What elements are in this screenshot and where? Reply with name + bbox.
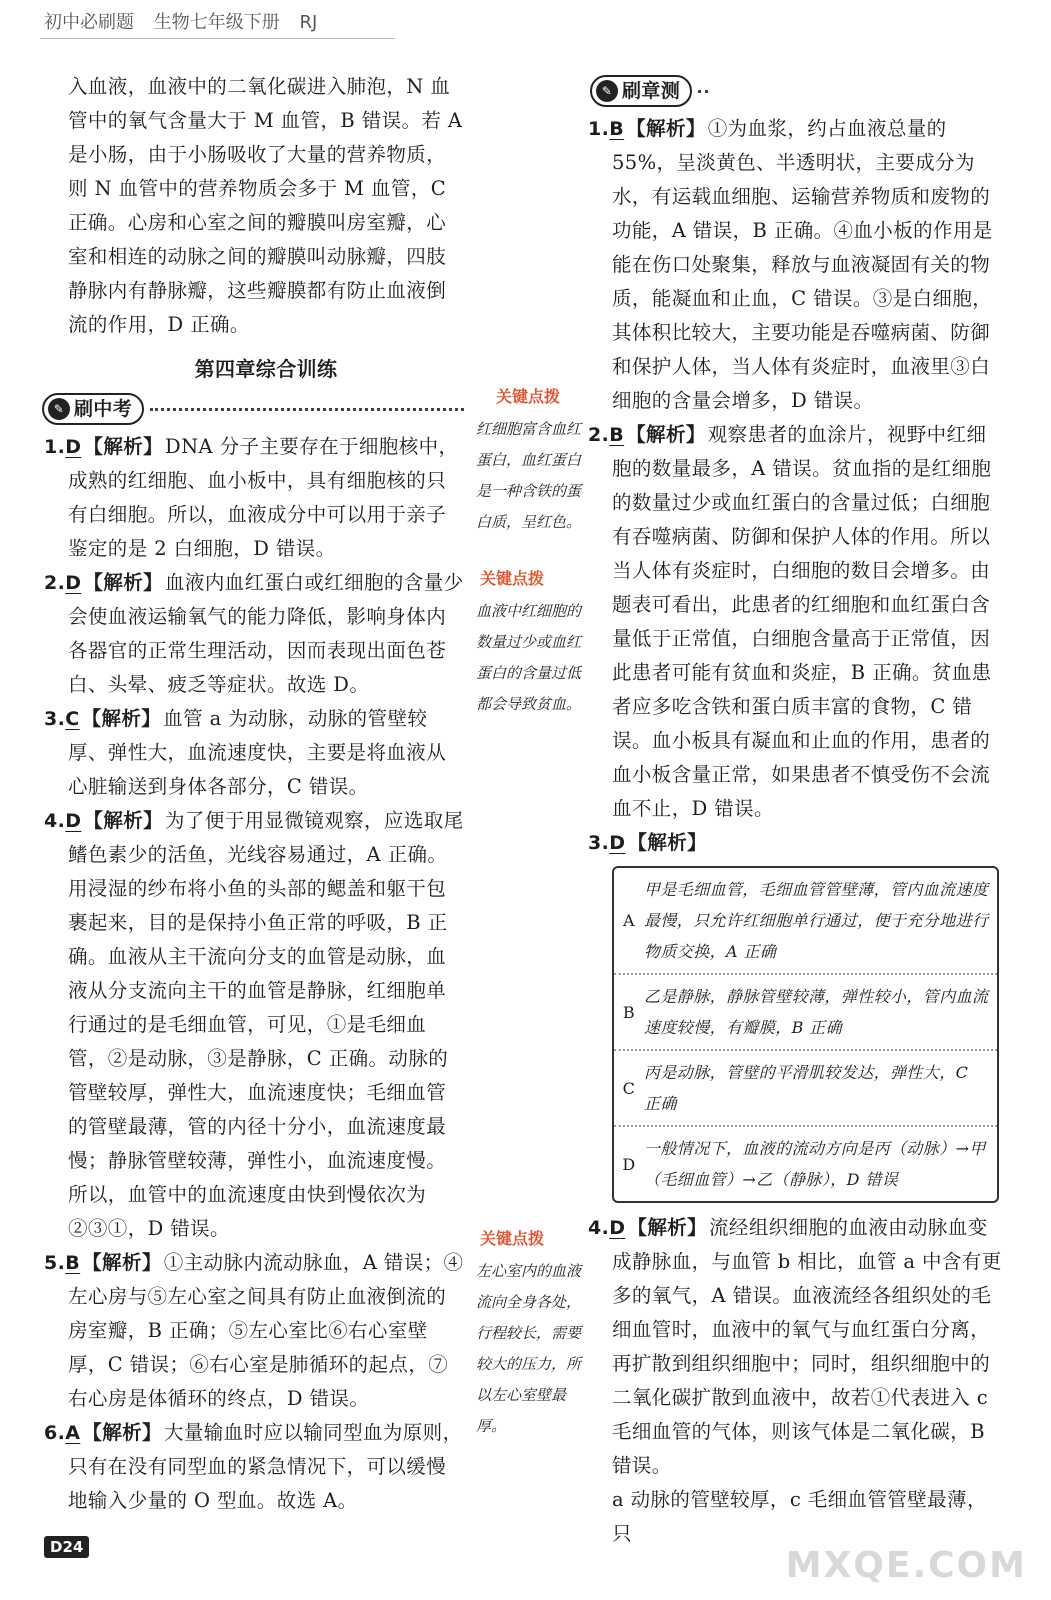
edition: RJ <box>299 12 318 33</box>
answer-letter: D <box>609 832 626 854</box>
analysis-tag: 【解析】 <box>83 571 164 594</box>
book-title: 初中必刷题 <box>44 12 134 33</box>
subject-title: 生物七年级下册 <box>153 12 280 33</box>
option-key: D <box>622 1154 636 1174</box>
table-row <box>614 1051 997 1127</box>
question-number: 3. <box>588 832 610 854</box>
answer-letter: C <box>65 708 80 730</box>
analysis-tag: 【解析】 <box>626 423 706 446</box>
sidenote-title-3: 关键点拨 <box>480 1229 545 1248</box>
option-key: C <box>622 1078 636 1098</box>
page-number: D24 <box>44 1536 89 1558</box>
analysis-text: ①主动脉内流动脉血，A 错误；④左心房与⑤左心室之间具有防止血液倒流的房室瓣，B 正确；⑤左心室比⑥右心室壁厚，C 错误；⑥右心室是肺循环的起点，⑦右心房是体循环的终点，D 错误。 <box>68 1251 464 1410</box>
sidenote-title-1: 关键点拨 <box>496 387 561 406</box>
badge-pill <box>42 393 144 425</box>
right-column <box>588 74 1004 1551</box>
sidenote-title-2: 关键点拨 <box>480 569 545 588</box>
analysis-tag: 【解析】 <box>627 1216 708 1239</box>
analysis-tag: 【解析】 <box>83 809 164 832</box>
option-text: 丙是动脉，管壁的平滑肌较发达，弹性大，C 正确 <box>644 1063 969 1113</box>
question-item <box>588 1211 1004 1483</box>
chapter-title: 第四章综合训练 <box>194 357 338 381</box>
question-item <box>588 112 1004 418</box>
header-rule <box>40 38 395 39</box>
brush-icon: ✎ <box>596 80 618 102</box>
option-analysis-table <box>612 866 999 1203</box>
question-item <box>588 418 1004 826</box>
left-items <box>44 430 464 1518</box>
answer-letter: B <box>609 118 625 140</box>
answer-letter: D <box>65 572 82 594</box>
table-row <box>614 1127 997 1201</box>
badge-zhongkao <box>42 392 464 426</box>
question-number: 2. <box>588 424 610 446</box>
analysis-tag: 【解析】 <box>82 1421 162 1444</box>
analysis-text: DNA 分子主要存在于细胞核中，成熟的红细胞、血小板中，具有细胞核的只有白细胞。所以，血液成分中可以用于亲子鉴定的是 2 白细胞，D 错误。 <box>68 435 459 560</box>
brush-icon: ✎ <box>48 398 70 420</box>
question-item <box>44 430 464 566</box>
question-number: 2. <box>44 572 66 594</box>
continued-text: a 动脉的管壁较厚，c 毛细血管管壁最薄，只 <box>612 1488 987 1545</box>
question-number: 4. <box>588 1217 610 1239</box>
question-number: 5. <box>44 1252 66 1274</box>
intro-paragraph: 入血液，血液中的二氧化碳进入肺泡，N 血管中的氧气含量大于 M 血管，B 错误。若 A 是小肠，由于小肠吸收了大量的营养物质，则 N 血管中的营养物质会多于 M 血管，C 正确。心房和心室之间的瓣膜叫房室瓣，心室和相连的动脉之间的瓣膜叫动脉瓣，四肢静脉内有静脉瓣，这些瓣膜都有防止血液倒流的作用，D 正确。 <box>68 75 463 336</box>
running-header <box>44 8 331 34</box>
question-item <box>44 566 464 702</box>
question-item <box>44 1416 464 1518</box>
question-item <box>44 702 464 804</box>
sidenote-1: 红细胞富含血红蛋白，血红蛋白是一种含铁的蛋白质，呈红色。 <box>476 420 582 531</box>
badge-pill <box>590 75 692 107</box>
option-text: 乙是静脉，静脉管壁较薄，弹性较小，管内血流速度较慢，有瓣膜，B 正确 <box>644 987 989 1037</box>
question-number: 1. <box>44 436 66 458</box>
question-item <box>44 1246 464 1416</box>
analysis-tag: 【解析】 <box>627 831 708 854</box>
badge-zhangce <box>590 74 1004 108</box>
answer-letter: D <box>65 810 82 832</box>
answer-letter: B <box>65 1252 81 1274</box>
question-number: 6. <box>44 1422 66 1444</box>
analysis-text: 大量输血时应以输同型血为原则，只有在没有同型血的紧急情况下，可以缓慢地输入少量的 O 型血。故选 A。 <box>68 1421 463 1512</box>
analysis-tag: 【解析】 <box>81 707 162 730</box>
dotted-rule <box>698 90 708 93</box>
answer-letter: D <box>609 1217 626 1239</box>
analysis-text: 流经组织细胞的血液由动脉血变成静脉血，与血管 b 相比，血管 a 中含有更多的氧气，A 错误。血液流经各组织处的毛细血管时，血液中的氧气与血红蛋白分离，再扩散到组织细胞中；同时，组织细胞中的二氧化碳扩散到血液中，故若①代表进入 c 毛细血管的气体，则该气体是二氧化碳，B 错误。 <box>612 1216 1002 1477</box>
dotted-rule <box>150 408 464 411</box>
analysis-tag: 【解析】 <box>82 1251 162 1274</box>
analysis-text: 为了便于用显微镜观察，应选取尾鳍色素少的活鱼，光线容易通过，A 正确。用浸湿的纱布将小鱼的头部的鳃盖和躯干包裹起来，目的是保持小鱼正常的呼吸，B 正确。血液从主干流向分支的血管是动脉，血液从分支流向主干的血管是静脉，红细胞单行通过的是毛细血管，可见，①是毛细血管，②是动脉，③是静脉，C 正确。动脉的管壁较厚，弹性大，血流速度快；毛细血管的管壁最薄，管的内径十分小，血流速度最慢；静脉管壁较薄，弹性小，血流速度慢。所以，血管中的血流速度由快到慢依次为②③①，D 错误。 <box>68 809 464 1240</box>
answer-letter: B <box>609 424 625 446</box>
analysis-text: 血管 a 为动脉，动脉的管壁较厚、弹性大，血流速度快，主要是将血液从心脏输送到身体各部分，C 错误。 <box>68 707 447 798</box>
badge-label: 刷中考 <box>74 398 133 420</box>
option-text: 一般情况下，血液的流动方向是丙（动脉）→甲（毛细血管）→乙（静脉），D 错误 <box>644 1139 986 1189</box>
question-item <box>44 804 464 1246</box>
badge-label: 刷章测 <box>622 80 681 102</box>
analysis-text: ①为血浆，约占血液总量的 55%，呈淡黄色、半透明状，主要成分为水，有运载血细胞、运输营养物质和废物的功能，A 错误，B 正确。④血小板的作用是能在伤口处聚集，释放与血液凝固有关的物质，能凝血和止血，C 错误。③是白细胞，其体积比较大，主要功能是吞噬病菌、防御和保护人体，当人体有炎症时，血液里③白细胞的含量会增多，D 错误。 <box>612 117 993 412</box>
analysis-tag: 【解析】 <box>626 117 706 140</box>
question-number: 4. <box>44 810 66 832</box>
question-number: 1. <box>588 118 610 140</box>
sidenote-3: 左心室内的血液流向全身各处，行程较长，需要较大的压力，所以左心室壁最厚。 <box>476 1262 582 1435</box>
sidenote-2: 血液中红细胞的数量过少或血红蛋白的含量过低都会导致贫血。 <box>476 602 582 713</box>
analysis-text: 观察患者的血涂片，视野中红细胞的数量最多，A 错误。贫血指的是红细胞的数量过少或血红蛋白的含量过低；白细胞有吞噬病菌、防御和保护人体的作用。所以当人体有炎症时，白细胞的数目会增多。由题表可看出，此患者的红细胞和血红蛋白含量低于正常值，白细胞含量高于正常值，因此患者可能有贫血和炎症，B 正确。贫血患者应多吃含铁和蛋白质丰富的食物，C 错误。血小板具有凝血和止血的作用，患者的血小板含量正常，如果患者不慎受伤不会流血不止，D 错误。 <box>612 423 992 820</box>
analysis-tag: 【解析】 <box>83 435 164 458</box>
option-text: 甲是毛细血管，毛细血管管壁薄，管内血流速度最慢，只允许红细胞单行通过，便于充分地进行物质交换，A 正确 <box>644 880 989 961</box>
question-number: 3. <box>44 708 66 730</box>
question-item <box>588 826 1004 860</box>
answer-letter: D <box>65 436 82 458</box>
table-row <box>614 868 997 975</box>
table-row <box>614 975 997 1051</box>
option-key: A <box>623 911 635 930</box>
left-column <box>44 70 464 1518</box>
watermark: MXQE.COM <box>785 1545 1027 1586</box>
answer-letter: A <box>65 1422 81 1444</box>
analysis-text: 血液内血红蛋白或红细胞的含量少会使血液运输氧气的能力降低，影响身体内各器官的正常生理活动，因而表现出面色苍白、头晕、疲乏等症状。故选 D。 <box>68 571 464 696</box>
option-key: B <box>622 1002 636 1022</box>
